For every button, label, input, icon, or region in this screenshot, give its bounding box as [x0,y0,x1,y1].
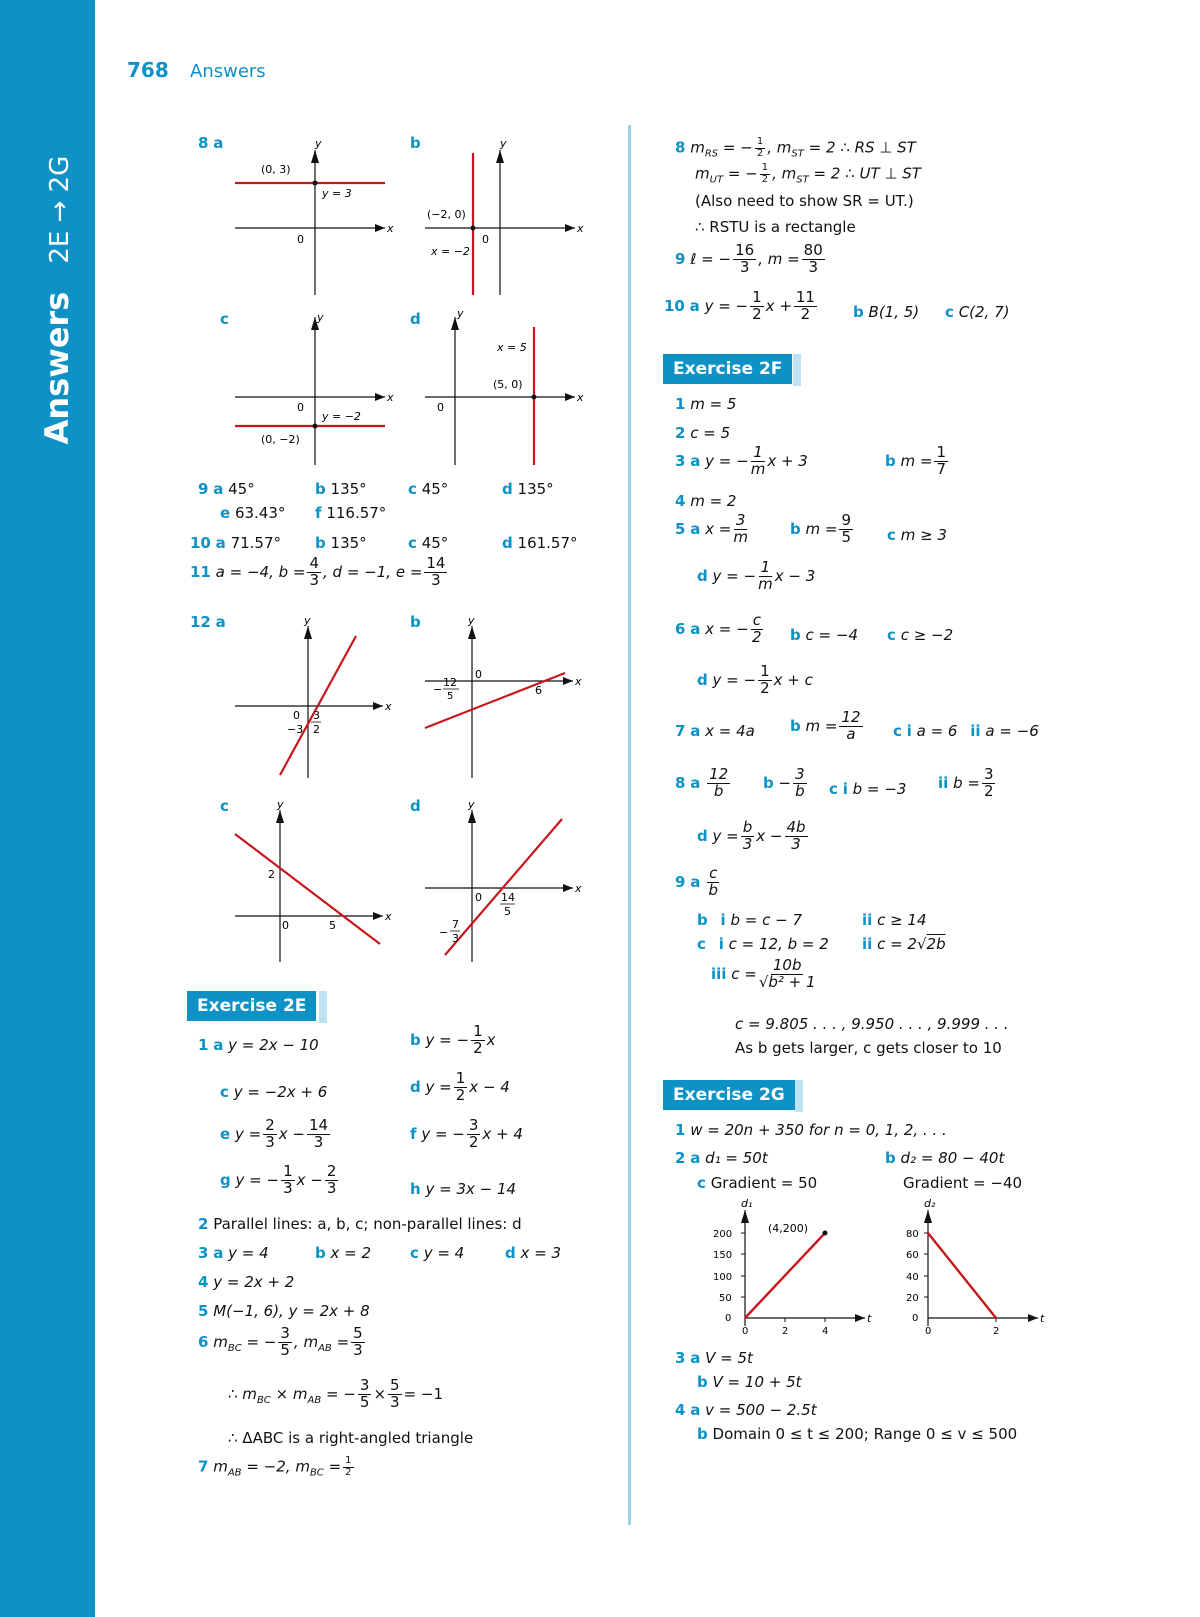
ex2f-q4: 4 m = 2 [675,492,737,510]
ex2g-q3b: b V = 10 + 5t [697,1373,802,1391]
line-12d [445,819,562,955]
tick-4: 4 [822,1326,829,1337]
axis-x-label: x [385,700,392,713]
ex2f-q6d: d y = − $\frac{1}{2}$ x + c [697,662,813,697]
ex2e-q1b: b y = − $\frac{1}{2}$ x [410,1022,496,1057]
r-q9: 9 ℓ = − $\frac{16}{3}$ , m = $\frac{80}{3}$ [675,241,823,276]
ex2f-q8c-ii: ii b = $\frac{3}{2}$ [938,765,994,800]
ex2f-q8a: 8 a $\frac{12}{b}$ [675,765,729,800]
ex2e-q3a: 3 a y = 4 [198,1244,269,1262]
graph-d1 [705,1196,890,1341]
equation-label: x = −2 [431,245,470,258]
axis-y-label: y [500,137,507,150]
ex2e-q3b: b x = 2 [315,1244,372,1262]
origin-label: 0 [293,709,300,722]
point-label: (−2, 0) [427,208,466,221]
axis-y-label: y [468,798,475,811]
q12-label: 12 a [190,613,226,631]
r-q10b: b B(1, 5) [853,303,920,321]
axis-x-label: x [387,391,394,404]
graph-12a [235,614,395,778]
ex2f-q9c-ii: ii c = 2√2b [862,935,946,953]
origin-label: 0 [282,919,289,932]
origin-label: 0 [482,233,489,246]
origin-label: 0 [475,668,482,681]
q12b-label: b [410,613,421,631]
line-12c [235,834,380,944]
q10c: c 45° [408,534,449,552]
sidebar-label: Answers2E → 2G [38,155,76,445]
page-title: Answers [190,61,266,82]
tick-0-y: 0 [912,1313,919,1324]
point-label: (0, −2) [261,433,300,446]
tick-50: 50 [719,1293,732,1304]
y-intercept-num: 12 [443,676,457,689]
axis-y-label: y [457,307,464,320]
q8c-label: c [220,310,229,328]
y-intercept-minus: − [433,683,443,696]
ex2e-q6-line2: ∴ $m_{BC} \times m_{AB}$ = − $\frac{3}{5}$ × $\frac{5}{3}$ = −1 [228,1376,444,1411]
q11: 11 a = −4, b = $\frac{4}{3}$ , d = −1, e = $\frac{14}{3}$ [190,554,446,589]
axis-x-label: x [575,675,582,688]
axis-y-label: y [315,137,322,150]
graph-12b [425,614,585,778]
ex2f-q6b: b c = −4 [790,626,858,644]
origin-label: 0 [475,891,482,904]
tick-0-x: 0 [742,1326,749,1337]
ex2f-q9b: b i b = c − 7 [697,911,802,929]
sidebar-band [0,0,95,1617]
axis-y-label: y [304,614,311,627]
q10d: d 161.57° [502,534,578,552]
graph-d2 [890,1196,1050,1341]
ex2e-q3d: d x = 3 [505,1244,562,1262]
ex2f-q9c-iii: iii c = $\frac{10b}{\text{√b² + 1}}$ [711,956,816,991]
axis-x-label: x [577,391,584,404]
graph-8a [235,135,395,295]
ex2e-q3c: c y = 4 [410,1244,465,1262]
q8-label: 8 a [198,134,224,152]
tick-40: 40 [906,1272,919,1283]
graph-8c [235,311,395,475]
ex2f-q9-line1: c = 9.805 . . . , 9.950 . . . , 9.999 . . . [735,1015,1009,1033]
tick-0-x: 0 [925,1326,932,1337]
q9b: b 135° [315,480,367,498]
tick-0-y: 0 [725,1313,732,1324]
graph-12d [425,798,585,962]
ex2f-q6a: 6 a x = − $\frac{c}{2}$ [675,611,762,646]
x-intercept-label: 5 [329,919,336,932]
x-intercept-num: 3 [313,709,320,722]
ex2g-q1: 1 w = 20n + 350 for n = 0, 1, 2, . . . [675,1121,947,1139]
x-intercept-num: 14 [501,891,515,904]
tick-100: 100 [713,1272,733,1283]
ex2f-q6c: c c ≥ −2 [887,626,954,644]
tick-2: 2 [782,1326,789,1337]
axis-y-label: y [468,614,475,627]
x-intercept-den: 5 [504,905,511,918]
ex2f-q9b-ii: ii c ≥ 14 [862,911,927,929]
ex2e-q6: 6 $m_{BC}$ = − $\frac{3}{5}$ , $m_{AB}$ = $\frac{5}{3}$ [198,1324,363,1359]
ex2e-q1g: g y = − $\frac{1}{3}$ x − $\frac{2}{3}$ [220,1162,337,1197]
ex2f-q1: 1 m = 5 [675,395,737,413]
q9-row1: 9 a 45° [198,480,255,498]
x-axis-label: t [867,1312,872,1325]
q10a: 10 a 71.57° [190,534,282,552]
ex2e-q1d: d y = $\frac{1}{2}$ x − 4 [410,1069,510,1104]
ex2e-q5: 5 M(−1, 6), y = 2x + 8 [198,1302,370,1320]
ex2f-q9a: 9 a $\frac{c}{b}$ [675,864,719,899]
axis-x-label: x [387,222,394,235]
x-intercept-label: 6 [535,684,542,697]
x-axis-label: t [1040,1312,1045,1325]
line-d2 [928,1233,996,1318]
graph-8d [425,307,585,475]
point-label: (0, 3) [261,163,291,176]
r-q10: 10 a y = − $\frac{1}{2}$ x + $\frac{11}{2}$ [664,288,815,323]
axis-y-label: y [277,798,284,811]
y-intercept-label: −3 [287,723,304,736]
column-divider [628,125,631,1525]
point-label: (4,200) [768,1222,809,1235]
graph-8b [425,135,585,295]
ex2e-q1c: c y = −2x + 6 [220,1083,328,1101]
ex2f-q8d: d y = $\frac{b}{3}$ x − $\frac{4b}{3}$ [697,818,806,853]
ex2f-q5a: 5 a x = $\frac{3}{m}$ [675,511,748,546]
ex2f-q5c: c m ≥ 3 [887,526,947,544]
ex2f-q2: 2 c = 5 [675,424,731,442]
axis-x-label: x [577,222,584,235]
ex2g-q2a: 2 a d₁ = 50t [675,1149,768,1167]
ex2f-q7b: b m = $\frac{12}{a}$ [790,708,861,743]
ex2e-q2: 2 Parallel lines: a, b, c; non-parallel lines: d [198,1215,522,1233]
tick-80: 80 [906,1229,919,1240]
q9d: d 135° [502,480,554,498]
q12d-label: d [410,797,421,815]
r-q8-line3: (Also need to show SR = UT.) [695,192,914,210]
ex2g-q4b: b Domain 0 ≤ t ≤ 200; Range 0 ≤ v ≤ 500 [697,1425,1018,1443]
equation-label: y = 3 [322,187,352,200]
ex2f-q3a: 3 a y = − $\frac{1}{m}$ x + 3 [675,443,808,478]
tick-60: 60 [906,1250,919,1261]
r-q8-line1: 8 $m_{RS}$ = − $\frac{1}{2}$ , $m_{ST} = 2$ ∴ RS ⊥ ST [675,136,916,160]
ex2e-q1f: f y = − $\frac{3}{2}$ x + 4 [410,1116,523,1151]
q8d-label: d [410,310,421,328]
q10b: b 135° [315,534,367,552]
y-intercept-den: 5 [447,691,454,702]
r-q8-line2: $m_{UT}$ = − $\frac{1}{2}$ , $m_{ST} = 2$ ∴ UT ⊥ ST [695,162,921,186]
tick-150: 150 [713,1250,733,1261]
ex2g-q2b: b d₂ = 80 − 40t [885,1149,1005,1167]
q9f: f 116.57° [315,504,387,522]
ex2e-q7: 7 $m_{AB} = -2$, $m_{BC}$ = $\frac{1}{2}$ [198,1455,352,1479]
r-q8-line4: ∴ RSTU is a rectangle [695,218,856,236]
page-number: 768 [127,58,169,82]
ex2f-q9-line2: As b gets larger, c gets closer to 10 [735,1039,1002,1057]
ex2g-q2c: c Gradient = 50 [697,1174,818,1192]
origin-label: 0 [297,401,304,414]
ex2g-q2c-right: Gradient = −40 [903,1174,1023,1192]
axis-x-label: x [385,910,392,923]
ex2e-q4: 4 y = 2x + 2 [198,1273,295,1291]
equation-label: y = −2 [322,410,361,423]
origin-label: 0 [297,233,304,246]
axis-y-label: y [317,311,324,324]
y-intercept-minus: − [439,926,449,939]
ex2g-q4a: 4 a v = 500 − 2.5t [675,1401,817,1419]
ex2f-q8c: c i b = −3 [829,780,907,798]
y-axis-label: d₁ [741,1197,753,1210]
x-intercept-den: 2 [313,723,320,736]
equation-label: x = 5 [497,341,527,354]
q9c: c 45° [408,480,449,498]
tick-20: 20 [906,1293,919,1304]
tick-200: 200 [713,1229,733,1240]
line-d1 [745,1233,825,1318]
point-label: (5, 0) [493,378,523,391]
graph-12c [235,798,395,962]
ex2f-q7c: c i a = 6 ii a = −6 [893,722,1039,740]
q8b-label: b [410,134,421,152]
ex2f-q3b: b m = $\frac{1}{7}$ [885,443,947,478]
ex2f-q5b: b m = $\frac{9}{5}$ [790,511,852,546]
q9e: e 63.43° [220,504,286,522]
ex2f-q5d: d y = − $\frac{1}{m}$ x − 3 [697,558,816,593]
ex2g-q3a: 3 a V = 5t [675,1349,753,1367]
y-axis-label: d₂ [924,1197,936,1210]
y-intercept-label: 2 [268,868,275,881]
ex2f-q8b: b − $\frac{3}{b}$ [763,765,805,800]
ex2f-q9c: c i c = 12, b = 2 [697,935,829,953]
ex2e-q1e: e y = $\frac{2}{3}$ x − $\frac{14}{3}$ [220,1116,329,1151]
q12c-label: c [220,797,229,815]
ex2e-q1a: 1 a y = 2x − 10 [198,1036,319,1054]
r-q10c: c C(2, 7) [945,303,1010,321]
tick-2: 2 [993,1326,1000,1337]
y-intercept-den: 3 [452,932,459,945]
y-intercept-num: 7 [452,918,459,931]
ex2f-q7a: 7 a x = 4a [675,722,755,740]
ex2e-q1h: h y = 3x − 14 [410,1180,517,1198]
axis-x-label: x [575,882,582,895]
origin-label: 0 [437,401,444,414]
ex2e-q6-line3: ∴ ΔABC is a right-angled triangle [228,1429,474,1447]
